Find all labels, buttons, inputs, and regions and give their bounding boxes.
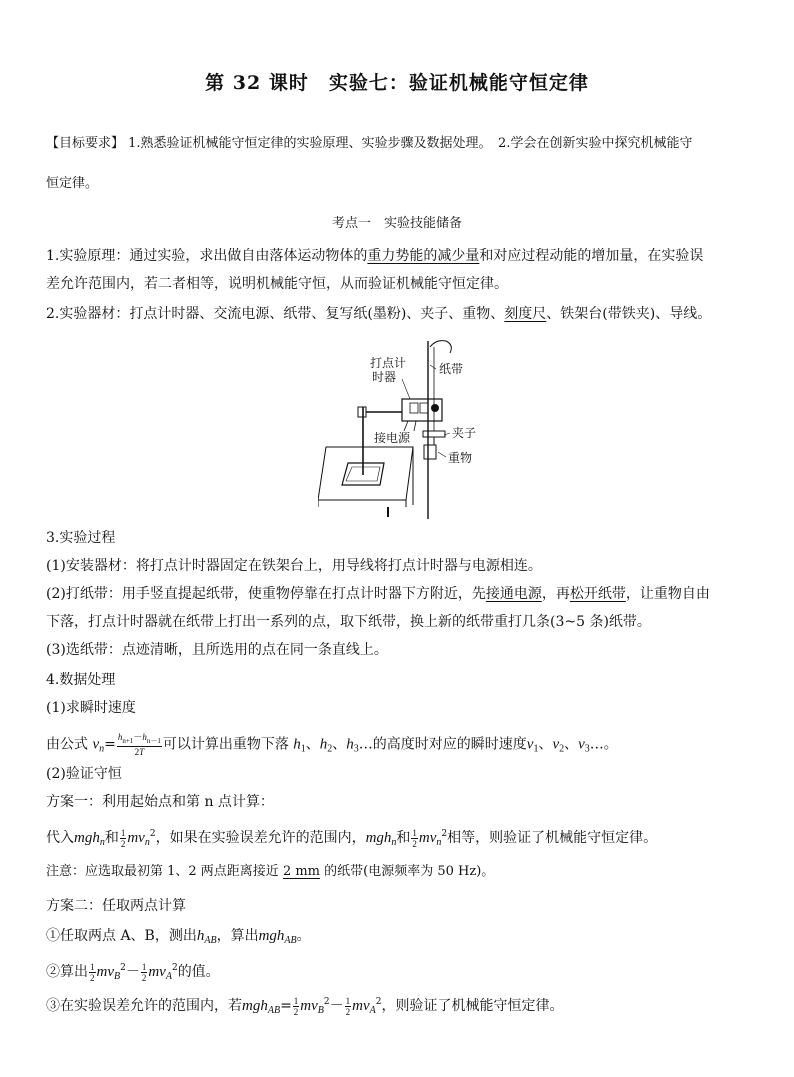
goal-label: 【目标要求】	[46, 136, 125, 151]
p2-1c: 。	[296, 928, 311, 944]
principle-underline: 重力势能的减少量	[367, 248, 480, 264]
process-step-2	[46, 584, 710, 604]
data-heading: 4.数据处理	[46, 672, 116, 688]
plan1-heading: 方案一：利用起始点和第 n 点计算：	[46, 794, 274, 810]
plan1-d: 和	[396, 830, 411, 846]
p2-1a: ①任取两点 A、B，测出	[46, 928, 197, 944]
note-underline: 2 mm	[282, 864, 321, 879]
note-line	[46, 862, 494, 882]
plan2-step-1: ①任取两点 A、B，测出$h_{AB}$，算出mgh$_{AB}$。	[46, 928, 311, 946]
note-b: 的纸带(电源频率为 50 Hz)。	[324, 864, 495, 879]
note-a: 注意：应选取最初第 1、2 两点距离接近	[46, 864, 279, 879]
process-step-3: (3)选纸带：点迹清晰，且所选用的点在同一条直线上。	[46, 642, 388, 658]
plan1-a: 代入	[46, 830, 74, 846]
label-weight: 重物	[448, 451, 473, 465]
plan1-e: 相等，则验证了机械能守恒定律。	[447, 830, 658, 846]
goal-line-2: 恒定律。	[46, 176, 99, 191]
equipment-text-a: 2.实验器材：打点计时器、交流电源、纸带、复写纸(墨粉)、夹子、重物、	[46, 306, 505, 322]
data-sub-2: (2)验证守恒	[46, 766, 122, 782]
p2-3a: ③在实验误差允许的范围内，若	[46, 998, 242, 1014]
principle-text-b: 和对应过程动能的增加量，在实验误	[479, 248, 704, 264]
step2-underline-2: 松开纸带	[569, 586, 626, 602]
table-top	[318, 447, 413, 500]
step2-underline-1: 接通电源	[485, 586, 542, 602]
page-title: 第 32 课时 实验七：验证机械能守恒定律	[205, 72, 589, 94]
p2-3b: ，则验证了机械能守恒定律。	[381, 998, 564, 1014]
label-timer-2: 时器	[372, 370, 397, 384]
principle-line-2: 差允许范围内，若二者相等，说明机械能守恒，从而验证机械能守恒定律。	[46, 276, 508, 292]
step2-text-a: (2)打纸带：用手竖直提起纸带，使重物停靠在打点计时器下方附近，先	[46, 586, 486, 602]
p2-2b: 的值。	[177, 964, 220, 980]
p2-2a: ②算出	[46, 964, 88, 980]
clamp	[423, 431, 445, 437]
goal-line-1	[46, 134, 692, 154]
equipment-text-b: 、铁架台(带铁夹)、导线。	[546, 306, 712, 322]
apparatus-figure	[318, 335, 478, 520]
principle-text-a: 1.实验原理：通过实验，求出做自由落体运动物体的	[46, 248, 368, 264]
plan2-step-2: ②算出 $\frac{1}{2}$ $mv_B^2-$ $\frac{1}{2}$ $mv_A^2$的值。	[46, 961, 220, 983]
label-clamp: 夹子	[452, 426, 477, 440]
velocity-formula-line: 由公式 $v_n=$ $\frac{h_{n+1}-h_{n-1}}{2T}$ 可以计算出重物下落 $h_1$、$h_2$、$h_3\dots$的高度时对应的瞬时速度$v_1$、$v_2$、$v_3\dots$。	[46, 732, 618, 757]
weight	[424, 445, 436, 459]
equipment-line	[46, 304, 711, 324]
plan2-heading: 方案二：任取两点计算	[46, 898, 186, 914]
formula-suffix: 的高度时对应的瞬时速度	[372, 736, 527, 753]
label-tape: 纸带	[439, 362, 464, 376]
data-sub-1: (1)求瞬时速度	[46, 700, 136, 716]
process-step-2-line-2: 下落，打点计时器就在纸带上打出一系列的点，取下纸带，换上新的纸带重打几条(3~5 条)纸带。	[46, 614, 651, 630]
principle-line-1	[46, 246, 703, 266]
formula-prefix: 由公式	[46, 736, 88, 753]
process-step-1: (1)安装器材：将打点计时器固定在铁架台上，用导线将打点计时器与电源相连。	[46, 558, 542, 574]
plan1-line: 代入mgh$_n$和 $\frac{1}{2}$ $mv_n^2$，如果在实验误差允许的范围内，mgh$_n$和 $\frac{1}{2}$ $mv_n^2$相等，则验证了机械能守恒定律。	[46, 827, 658, 849]
plan1-c: ，如果在实验误差允许的范围内，	[155, 830, 366, 846]
formula-mid: 可以计算出重物下落	[162, 736, 289, 753]
step2-text-b: ，再	[541, 586, 570, 602]
label-power: 接电源	[374, 431, 411, 445]
section-heading: 考点一 实验技能储备	[331, 216, 462, 231]
goal-text-1: 1.熟悉验证机械能守恒定律的实验原理、实验步骤及数据处理。 2.学会在创新实验中探究机械能守	[128, 136, 693, 151]
plan2-step-3: ③在实验误差允许的范围内，若mgh$_{AB}$= $\frac{1}{2}$ $mv_B^2-$ $\frac{1}{2}$ $mv_A^2$，则验证了机械能守恒定律。	[46, 995, 564, 1017]
p2-1b: ，算出	[216, 928, 259, 944]
process-heading: 3.实验过程	[46, 530, 116, 546]
plan1-b: 和	[104, 830, 119, 846]
label-timer-1: 打点计	[370, 356, 407, 370]
step2-text-c: ，让重物自由	[625, 586, 710, 602]
equipment-underline: 刻度尺	[504, 306, 547, 322]
